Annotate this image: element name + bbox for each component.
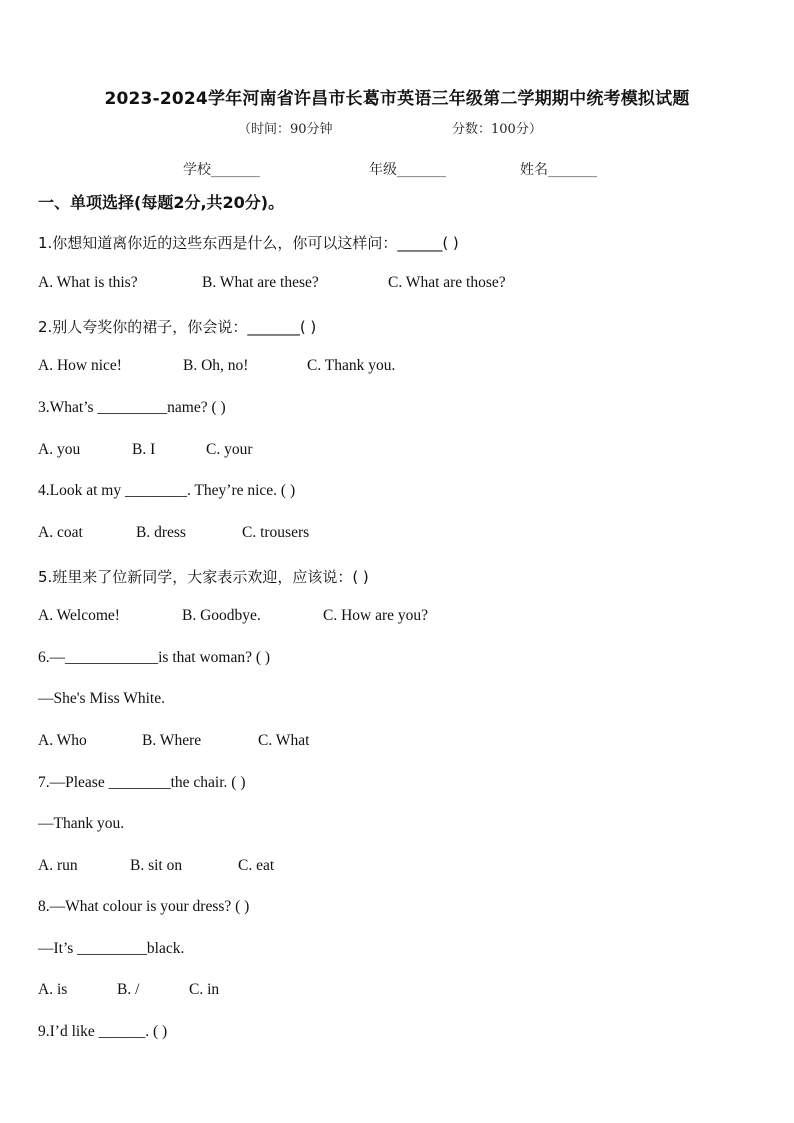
question-6: 6.—____________is that woman? ( ): [38, 649, 271, 666]
options-4: [38, 524, 309, 542]
school-field: 学校_______: [183, 162, 260, 178]
options-3: [38, 441, 253, 459]
option-c: C. in: [189, 981, 220, 998]
options-7: [38, 857, 274, 875]
option-b: B. sit on: [130, 857, 183, 874]
exam-time: （时间：90分钟: [238, 122, 333, 137]
options-8: [38, 981, 219, 999]
answer-7: —Thank you.: [38, 815, 125, 832]
question-2: 2.别人夸奖你的裙子，你会说：_______( ): [38, 318, 317, 336]
option-b: B. dress: [136, 524, 186, 541]
option-a: A. How nice!: [38, 357, 122, 374]
option-b: B. /: [117, 981, 140, 998]
exam-score: 分数：100分）: [452, 122, 542, 137]
option-b: B. Where: [142, 732, 202, 749]
option-c: C. trousers: [242, 524, 310, 541]
name-field: 姓名_______: [520, 162, 597, 178]
option-a: A. coat: [38, 524, 83, 541]
section-heading: 一、单项选择(每题2分,共20分)。: [38, 193, 285, 212]
option-b: B. Goodbye.: [182, 607, 261, 624]
option-c: C. eat: [238, 857, 275, 874]
options-1: [38, 274, 506, 292]
option-c: C. your: [206, 441, 253, 458]
option-b: B. What are these?: [202, 274, 319, 291]
option-a: A. Who: [38, 732, 87, 749]
option-a: A. What is this?: [38, 274, 138, 291]
question-3: 3.What’s _________name? ( ): [38, 399, 226, 416]
question-1: 1.你想知道离你近的这些东西是什么，你可以这样问：______( ): [38, 234, 459, 252]
option-a: A. run: [38, 857, 78, 874]
options-5: [38, 607, 428, 625]
option-b: B. I: [132, 441, 156, 458]
grade-field: 年级_______: [369, 162, 446, 178]
options-2: [38, 357, 395, 375]
option-c: C. What are those?: [388, 274, 506, 291]
question-9: 9.I’d like ______. ( ): [38, 1023, 168, 1040]
question-8: 8.—What colour is your dress? ( ): [38, 898, 250, 915]
option-a: A. Welcome!: [38, 607, 120, 624]
option-a: A. you: [38, 441, 81, 458]
question-5: 5.班里来了位新同学，大家表示欢迎，应该说：( ): [38, 568, 369, 586]
question-4: 4.Look at my ________. They’re nice. ( ): [38, 482, 296, 499]
option-b: B. Oh, no!: [183, 357, 249, 374]
option-a: A. is: [38, 981, 68, 998]
answer-8: —It’s _________black.: [38, 940, 185, 957]
option-c: C. What: [258, 732, 310, 749]
question-7: 7.—Please ________the chair. ( ): [38, 774, 246, 791]
option-c: C. How are you?: [323, 607, 429, 624]
options-6: [38, 732, 309, 750]
option-c: C. Thank you.: [307, 357, 396, 374]
answer-6: —She's Miss White.: [38, 690, 165, 707]
exam-title: 2023-2024学年河南省许昌市长葛市英语三年级第二学期期中统考模拟试题: [104, 89, 690, 109]
